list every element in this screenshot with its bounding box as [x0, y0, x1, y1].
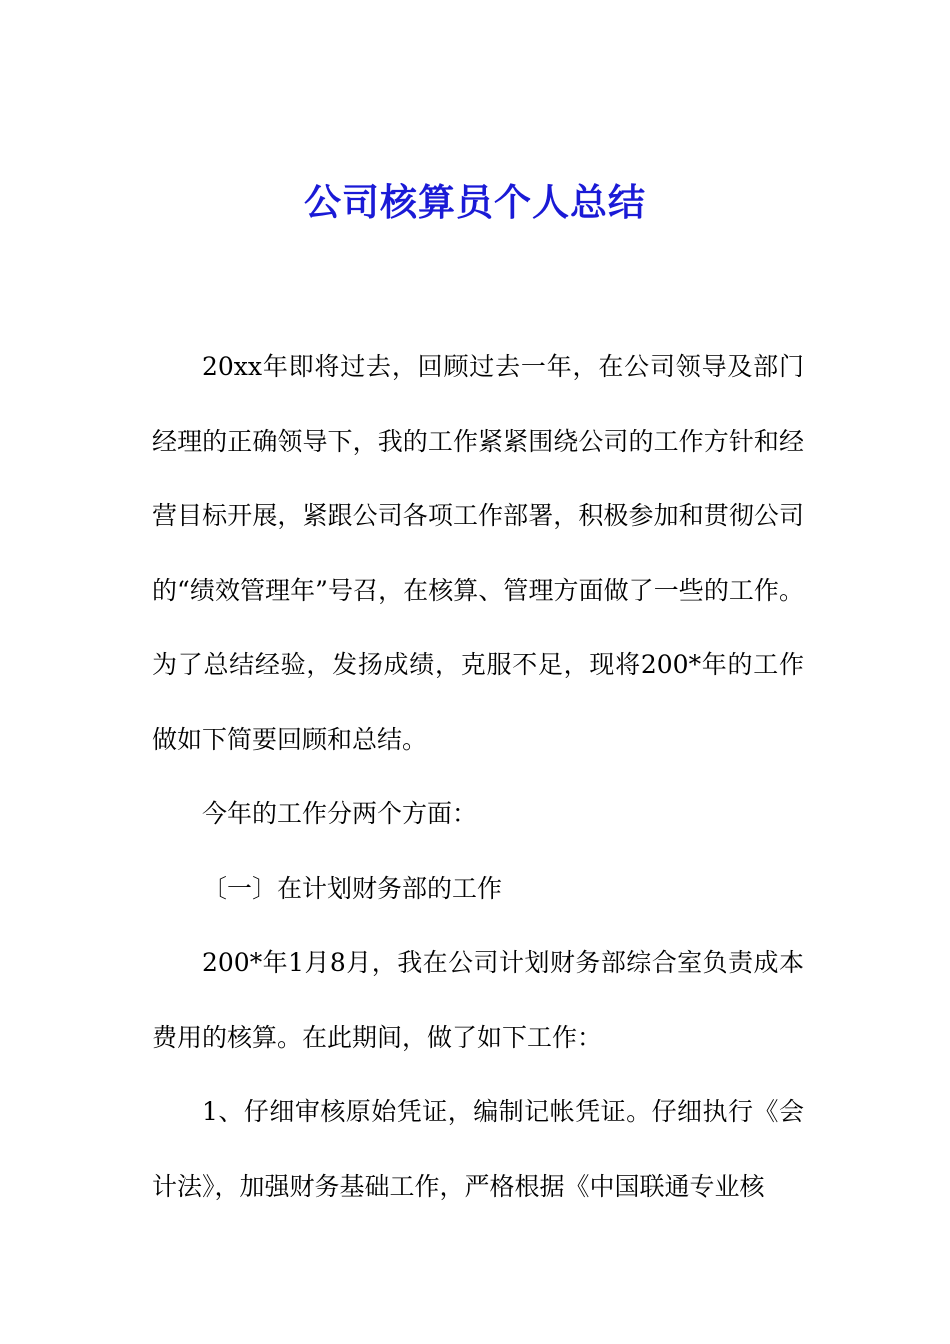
- paragraph-period-work: 200*年1月8月，我在公司计划财务部综合室负责成本费用的核算。在此期间，做了如下工作：: [152, 948, 804, 1052]
- document-title: 公司核算员个人总结: [304, 181, 646, 224]
- document-body: [152, 330, 804, 1224]
- paragraph-two-aspects: 今年的工作分两个方面：: [202, 799, 478, 828]
- paragraph-section-heading: 〔一〕在计划财务部的工作: [202, 873, 503, 903]
- paragraph-intro: 20xx年即将过去，回顾过去一年，在公司领导及部门经理的正确领导下，我的工作紧紧围绕公司的工作方针和经营目标开展，紧跟公司各项工作部署，积极参加和贯彻公司的“绩效管理年”号召，在核算、管理方面做了一些的工作。为了总结经验，发扬成绩，克服不足，现将200*年的工作做如下简要回顾和总结。: [152, 352, 804, 754]
- paragraph-item-1: 1、仔细审核原始凭证，编制记帐凭证。仔细执行《会计法》，加强财务基础工作，严格根据《中国联通专业核: [152, 1097, 804, 1201]
